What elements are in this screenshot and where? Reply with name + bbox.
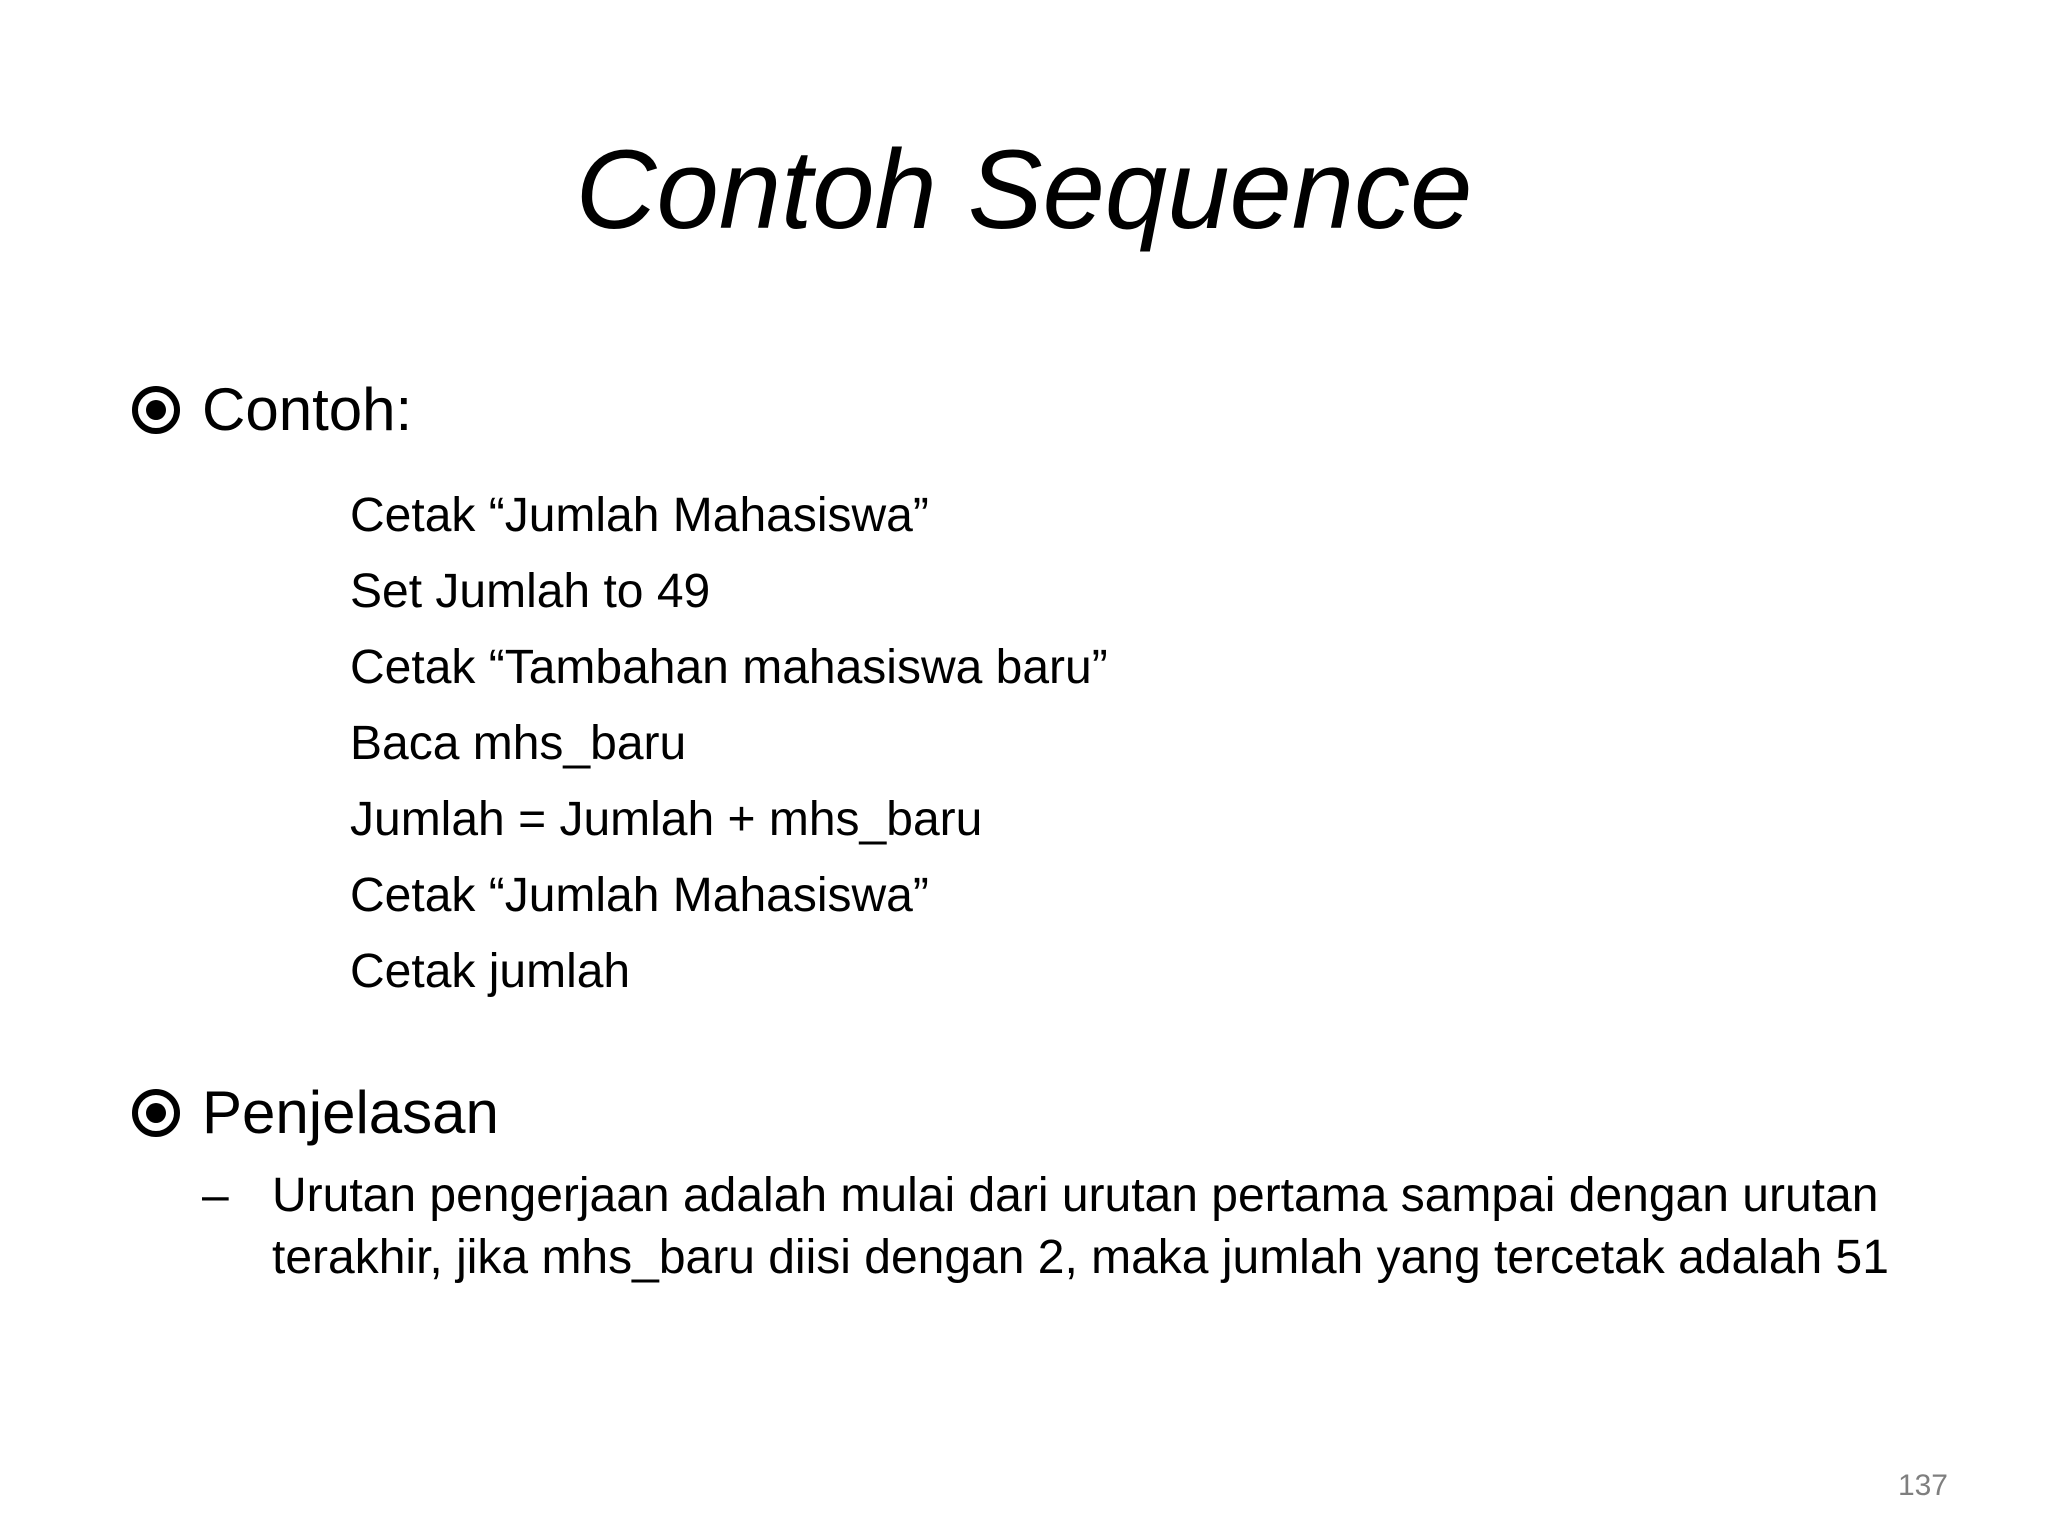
circled-dot-icon bbox=[130, 1087, 182, 1139]
code-line: Set Jumlah to 49 bbox=[350, 565, 711, 618]
code-line: Cetak “Jumlah Mahasiswa” bbox=[350, 869, 929, 922]
code-block bbox=[350, 478, 1108, 1010]
code-line: Jumlah = Jumlah + mhs_baru bbox=[350, 793, 983, 846]
code-line: Baca mhs_baru bbox=[350, 717, 687, 770]
page-number: 137 bbox=[1897, 1469, 1948, 1502]
bullet-label-penjelasan: Penjelasan bbox=[202, 1079, 499, 1146]
slide-title: Contoh Sequence bbox=[575, 127, 1473, 252]
code-line: Cetak jumlah bbox=[350, 945, 631, 998]
explanation-text: Urutan pengerjaan adalah mulai dari urutan pertama sampai dengan urutan terakhir, jika mhs_baru diisi dengan 2, maka jumlah yang tercetak adalah 51 bbox=[272, 1169, 1889, 1284]
circled-dot-icon bbox=[130, 384, 182, 436]
explanation-item bbox=[202, 1165, 1902, 1289]
code-line: Cetak “Jumlah Mahasiswa” bbox=[350, 489, 929, 542]
bullet-penjelasan bbox=[130, 1075, 499, 1151]
dash-marker: – bbox=[202, 1169, 229, 1222]
code-line: Cetak “Tambahan mahasiswa baru” bbox=[350, 641, 1108, 694]
bullet-contoh bbox=[130, 372, 412, 448]
bullet-label-contoh: Contoh: bbox=[202, 376, 413, 443]
